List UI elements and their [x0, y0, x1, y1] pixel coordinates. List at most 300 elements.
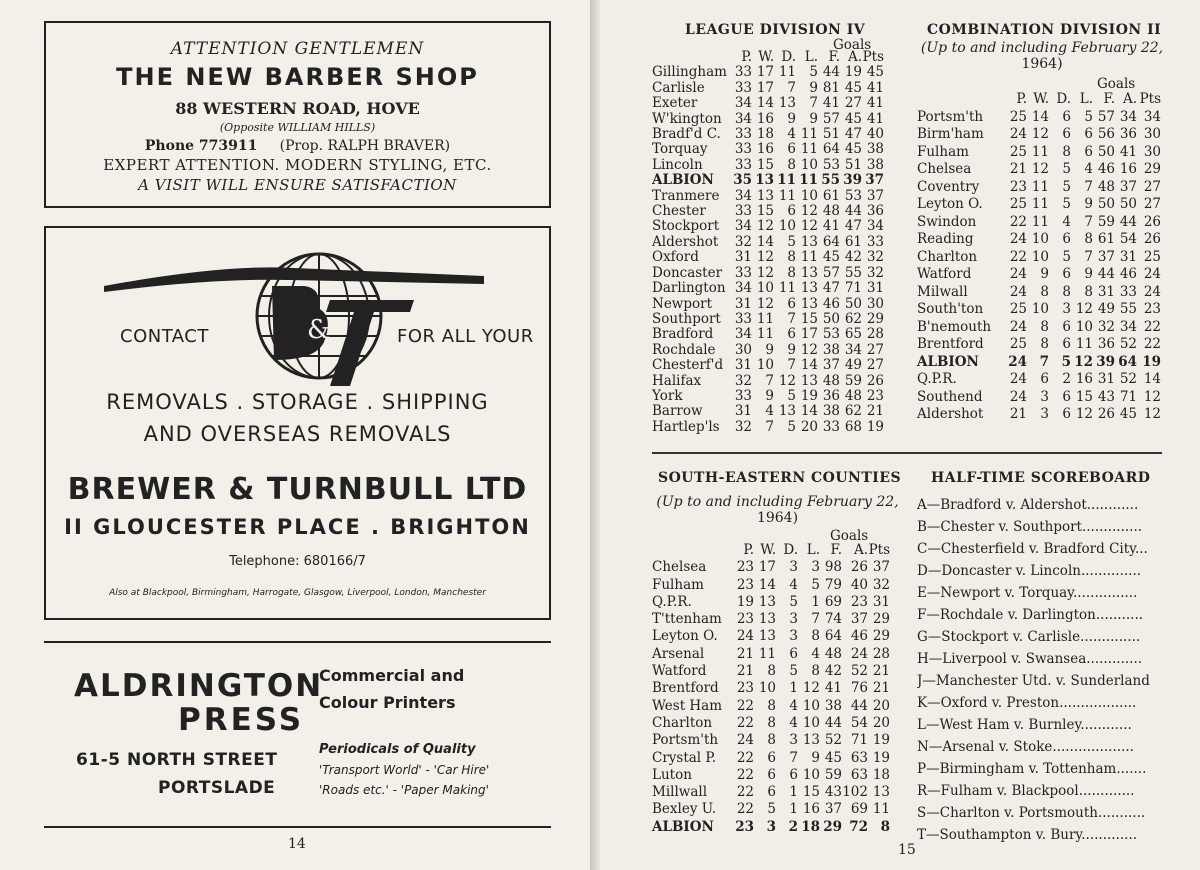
team-name-cell: T'ttenham [652, 611, 722, 628]
stat-cell: 5 [1062, 248, 1071, 265]
stat-cell: 6 [1062, 336, 1071, 352]
brewer-turnbull-ad [44, 226, 551, 620]
stat-cell: 11 [778, 280, 796, 297]
stat-cell: 24 [1009, 371, 1027, 387]
table-row [917, 144, 1161, 162]
stat-cell: 41 [866, 110, 884, 127]
stat-cell: 39 [843, 172, 862, 189]
stat-cell: 31 [872, 593, 890, 610]
team-name-cell: Millwall [652, 784, 708, 801]
stat-cell: 12 [778, 372, 796, 389]
south-eastern-subtitle-line: (Up to and including February 22, [656, 494, 899, 510]
stat-cell: 6 [767, 766, 776, 783]
stat-cell: 6 [789, 645, 798, 662]
stat-cell: 21 [866, 403, 884, 420]
stat-cell: 29 [872, 628, 890, 645]
stat-cell: 36 [1119, 126, 1137, 142]
table-row [917, 319, 1161, 337]
stat-cell: 11 [799, 172, 818, 189]
team-name-cell: Newport [652, 295, 713, 312]
column-header: W. [758, 49, 774, 65]
stat-cell: 29 [1143, 161, 1161, 177]
stat-cell: 9 [787, 110, 796, 127]
stat-cell: 28 [866, 326, 884, 343]
stat-cell: 98 [824, 559, 842, 576]
stat-cell: 24 [1143, 283, 1161, 300]
stat-cell: 8 [787, 249, 796, 266]
stat-cell: 21 [736, 645, 754, 662]
stat-cell: 34 [734, 95, 752, 112]
table-row [652, 327, 884, 342]
stat-cell: 8 [811, 628, 820, 645]
stat-cell: 19 [736, 593, 754, 610]
page-number-right: 15 [898, 842, 916, 858]
stat-cell: 6 [787, 326, 796, 343]
stat-cell: 47 [844, 218, 862, 235]
stat-cell: 45 [822, 249, 840, 266]
league4-title: LEAGUE DIVISION IV [685, 22, 866, 38]
table-row [652, 81, 884, 96]
stat-cell: 24 [1143, 266, 1161, 282]
team-name-cell: Stockport [652, 218, 720, 235]
stat-cell: 33 [734, 387, 752, 404]
stat-cell: 10 [802, 697, 820, 714]
stat-cell: 8 [1084, 231, 1093, 247]
stat-cell: 7 [1084, 213, 1093, 230]
team-name-cell: Portsm'th [652, 732, 719, 749]
stat-cell: 17 [756, 79, 774, 96]
stat-cell: 6 [1062, 388, 1071, 405]
south-eastern-title: SOUTH-EASTERN COUNTIES [658, 470, 902, 486]
stat-cell: 61 [822, 187, 840, 204]
halftime-item: K—Oxford v. Preston.................. [917, 695, 1137, 711]
halftime-item: J—Manchester Utd. v. Sunderland [917, 673, 1150, 689]
stat-cell: 8 [880, 818, 890, 835]
stat-cell: 51 [822, 126, 840, 143]
stat-cell: 50 [844, 295, 862, 312]
stat-cell: 10 [1031, 301, 1049, 317]
table-row [917, 371, 1161, 389]
stat-cell: 14 [1031, 108, 1049, 125]
stat-cell: 9 [1084, 266, 1093, 282]
stat-cell: 45 [844, 141, 862, 158]
stat-cell: 6 [787, 141, 796, 158]
stat-cell: 5 [789, 663, 798, 680]
stat-cell: 59 [844, 372, 862, 389]
stat-cell: 9 [811, 749, 820, 766]
stat-cell: 3 [789, 611, 798, 628]
stat-cell: 61 [1097, 231, 1115, 247]
league4-goals-label: Goals [833, 37, 872, 53]
team-name-cell: Barrow [652, 403, 703, 420]
stat-cell: 24 [850, 645, 868, 662]
stat-cell: 32 [734, 233, 752, 250]
stat-cell: 12 [756, 249, 774, 266]
stat-cell: 14 [756, 233, 774, 250]
stat-cell: 15 [1075, 388, 1093, 405]
stat-cell: 18 [756, 126, 774, 143]
team-name-cell: Swindon [917, 213, 977, 230]
stat-cell: 14 [800, 357, 818, 374]
team-name-cell: B'nemouth [917, 318, 992, 335]
stat-cell: 11 [800, 141, 818, 158]
halftime-item: H—Liverpool v. Swansea............. [917, 651, 1143, 667]
stat-cell: 33 [866, 233, 884, 250]
stat-cell: 19 [872, 732, 890, 749]
stat-cell: 8 [1040, 318, 1049, 335]
stat-cell: 53 [844, 187, 862, 204]
stat-cell: 48 [1097, 178, 1115, 195]
stat-cell: 55 [844, 264, 862, 281]
stat-cell: 5 [1061, 353, 1071, 370]
team-name-cell: Exeter [652, 95, 698, 112]
bt-logo-ampersand: & [307, 315, 331, 345]
stat-cell: 48 [822, 203, 840, 220]
barber-shop-ad [44, 21, 551, 208]
stat-cell: 63 [850, 749, 868, 766]
stat-cell: 24 [736, 732, 754, 749]
stat-cell: 9 [1040, 266, 1049, 282]
stat-cell: 16 [1075, 371, 1093, 387]
stat-cell: 11 [1031, 196, 1049, 212]
stat-cell: 37 [1119, 178, 1137, 195]
team-name-cell: Watford [652, 663, 707, 680]
stat-cell: 38 [866, 156, 884, 173]
combination-title: COMBINATION DIVISION II [927, 22, 1162, 38]
stat-cell: 13 [755, 172, 774, 189]
stat-cell: 22 [1143, 318, 1161, 335]
stat-cell: 27 [866, 341, 884, 358]
stat-cell: 46 [850, 628, 868, 645]
table-row [652, 715, 890, 732]
stat-cell: 44 [844, 203, 862, 220]
table-row [917, 109, 1161, 127]
stat-cell: 64 [822, 141, 840, 158]
stat-cell: 30 [734, 341, 752, 358]
stat-cell: 37 [1097, 248, 1115, 265]
table-header-row [652, 542, 890, 559]
table-row [652, 819, 890, 836]
table-row [652, 628, 890, 645]
barber-ad-shop-name: THE NEW BARBER SHOP [116, 63, 479, 91]
stat-cell: 35 [733, 172, 752, 189]
table-row [652, 219, 884, 234]
stat-cell: 40 [850, 576, 868, 593]
table-row [652, 250, 884, 265]
stat-cell: 24 [1009, 231, 1027, 247]
team-name-cell: Aldershot [652, 233, 719, 250]
stat-cell: 22 [1009, 213, 1027, 230]
stat-cell: 44 [824, 714, 842, 731]
stat-cell: 33 [734, 264, 752, 281]
stat-cell: 41 [866, 95, 884, 112]
team-name-cell: Halifax [652, 372, 702, 389]
team-name-cell: Chelsea [917, 161, 972, 177]
stat-cell: 11 [800, 126, 818, 143]
table-row [917, 266, 1161, 284]
stat-cell: 55 [821, 172, 840, 189]
stat-cell: 24 [1009, 126, 1027, 142]
team-name-cell: Doncaster [652, 264, 723, 281]
stat-cell: 8 [767, 714, 776, 731]
stat-cell: 26 [866, 372, 884, 389]
team-name-cell: Rochdale [652, 341, 716, 358]
stat-cell: 22 [736, 801, 754, 818]
stat-cell: 13 [802, 732, 820, 749]
stat-cell: 21 [736, 663, 754, 680]
stat-cell: 7 [1084, 178, 1093, 195]
stat-cell: 16 [756, 141, 774, 158]
stat-cell: 34 [734, 187, 752, 204]
table-row [652, 266, 884, 281]
stat-cell: 5 [1084, 108, 1093, 125]
table-row [917, 354, 1161, 372]
halftime-item: L—West Ham v. Burnley............ [917, 717, 1132, 733]
stat-cell: 62 [844, 403, 862, 420]
table-row [652, 158, 884, 173]
stat-cell: 11 [756, 326, 774, 343]
stat-cell: 6 [1062, 108, 1071, 125]
stat-cell: 1 [789, 680, 798, 697]
stat-cell: 3 [789, 628, 798, 645]
stat-cell: 45 [844, 110, 862, 127]
stat-cell: 54 [850, 714, 868, 731]
stat-cell: 45 [844, 79, 862, 96]
stat-cell: 8 [767, 697, 776, 714]
stat-cell: 4 [1084, 161, 1093, 177]
halftime-item: C—Chesterfield v. Bradford City... [917, 541, 1148, 557]
table-row [652, 112, 884, 127]
stat-cell: 4 [789, 714, 798, 731]
stat-cell: 49 [844, 357, 862, 374]
stat-cell: 8 [787, 156, 796, 173]
stat-cell: 47 [822, 280, 840, 297]
column-header: A. [853, 542, 868, 558]
stat-cell: 10 [778, 218, 796, 235]
stat-cell: 37 [872, 559, 890, 576]
table-row [652, 784, 890, 801]
press-titles2: 'Roads etc.' - 'Paper Making' [319, 783, 489, 797]
halftime-item: D—Doncaster v. Lincoln.............. [917, 563, 1142, 579]
stat-cell: 30 [1143, 126, 1161, 142]
stat-cell: 43 [824, 784, 842, 801]
table-row [652, 732, 890, 749]
stat-cell: 10 [758, 680, 776, 697]
stat-cell: 22 [736, 697, 754, 714]
printer-ad-top-rule [44, 641, 551, 643]
stat-cell: 9 [809, 110, 818, 127]
press-name-line1: ALDRINGTON [74, 668, 324, 704]
stat-cell: 30 [1143, 143, 1161, 160]
press-tagline2: Colour Printers [319, 693, 456, 712]
team-name-cell: Luton [652, 766, 692, 783]
team-name-cell: ALBION [917, 353, 979, 370]
halftime-item: A—Bradford v. Aldershot............ [917, 497, 1139, 513]
combination-subtitle [917, 40, 1167, 72]
stat-cell: 43 [1097, 388, 1115, 405]
south-eastern-goals-label: Goals [830, 528, 869, 544]
stat-cell: 12 [800, 203, 818, 220]
stat-cell: 33 [822, 418, 840, 435]
combination-goals-label: Goals [1097, 76, 1136, 92]
stat-cell: 25 [1009, 143, 1027, 160]
bt-services-line1: REMOVALS . STORAGE . SHIPPING [106, 390, 489, 414]
stat-cell: 23 [735, 818, 754, 835]
gutter [590, 0, 600, 870]
halftime-list [917, 494, 1167, 846]
stat-cell: 8 [1062, 283, 1071, 300]
stat-cell: 52 [850, 663, 868, 680]
stat-cell: 13 [778, 403, 796, 420]
column-header: L. [804, 49, 818, 65]
stat-cell: 34 [734, 280, 752, 297]
stat-cell: 46 [822, 295, 840, 312]
table-row [652, 235, 884, 250]
stat-cell: 27 [844, 95, 862, 112]
stat-cell: 36 [866, 203, 884, 220]
stat-cell: 34 [1143, 108, 1161, 125]
stat-cell: 27 [1143, 178, 1161, 195]
stat-cell: 10 [1031, 231, 1049, 247]
barber-ad-tagline: A VISIT WILL ENSURE SATISFACTION [138, 176, 457, 194]
stat-cell: 71 [844, 280, 862, 297]
team-name-cell: ALBION [652, 818, 714, 835]
stat-cell: 11 [758, 645, 776, 662]
team-name-cell: Leyton O. [917, 196, 983, 212]
printer-ad-bottom-rule [44, 826, 551, 828]
stat-cell: 45 [824, 749, 842, 766]
stat-cell: 6 [767, 749, 776, 766]
stat-cell: 9 [809, 79, 818, 96]
stat-cell: 47 [844, 126, 862, 143]
table-row [917, 284, 1161, 302]
stat-cell: 13 [756, 187, 774, 204]
stat-cell: 5 [1062, 196, 1071, 212]
stat-cell: 4 [789, 576, 798, 593]
table-row [917, 406, 1161, 424]
stat-cell: 10 [802, 766, 820, 783]
stat-cell: 12 [756, 218, 774, 235]
stat-cell: 11 [1031, 213, 1049, 230]
table-row [652, 204, 884, 219]
stat-cell: 11 [777, 172, 796, 189]
stat-cell: 19 [1142, 353, 1161, 370]
team-name-cell: Gillingham [652, 64, 727, 81]
stat-cell: 26 [1097, 406, 1115, 422]
team-name-cell: W'kington [652, 110, 722, 127]
team-name-cell: Tranmere [652, 187, 720, 204]
stat-cell: 55 [1119, 301, 1137, 317]
stat-cell: 31 [734, 295, 752, 312]
team-name-cell: Reading [917, 231, 974, 247]
stat-cell: 64 [1118, 353, 1137, 370]
team-name-cell: Fulham [917, 143, 969, 160]
press-town: PORTSLADE [158, 778, 276, 798]
stat-cell: 5 [809, 64, 818, 81]
page-number-left: 14 [288, 836, 306, 852]
stat-cell: 74 [824, 611, 842, 628]
stat-cell: 34 [734, 326, 752, 343]
stat-cell: 41 [822, 95, 840, 112]
stat-cell: 38 [822, 341, 840, 358]
stat-cell: 32 [866, 264, 884, 281]
stat-cell: 51 [844, 156, 862, 173]
stat-cell: 11 [872, 801, 890, 818]
stat-cell: 15 [800, 310, 818, 327]
team-name-cell: Oxford [652, 249, 699, 266]
stat-cell: 57 [822, 110, 840, 127]
stat-cell: 23 [850, 593, 868, 610]
stat-cell: 13 [800, 280, 818, 297]
table-row [652, 420, 884, 435]
team-name-cell: West Ham [652, 697, 723, 714]
table-row [917, 336, 1161, 354]
stat-cell: 38 [824, 697, 842, 714]
stat-cell: 5 [1062, 161, 1071, 177]
stat-cell: 31 [1097, 371, 1115, 387]
column-header: Pts [868, 542, 890, 558]
team-name-cell: ALBION [652, 172, 714, 189]
table-row [652, 698, 890, 715]
stat-cell: 79 [824, 576, 842, 593]
stat-cell: 8 [1084, 283, 1093, 300]
stat-cell: 50 [1097, 143, 1115, 160]
stat-cell: 12 [756, 295, 774, 312]
stat-cell: 52 [824, 732, 842, 749]
stat-cell: 24 [1008, 353, 1027, 370]
stat-cell: 37 [865, 172, 884, 189]
bt-company-name: BREWER & TURNBULL LTD [67, 472, 528, 507]
table-row [652, 750, 890, 767]
stat-cell: 17 [800, 326, 818, 343]
stat-cell: 6 [1062, 406, 1071, 422]
table-row [652, 389, 884, 404]
column-header: P. [1016, 91, 1027, 107]
stat-cell: 48 [822, 372, 840, 389]
stat-cell: 11 [778, 187, 796, 204]
stat-cell: 10 [1075, 318, 1093, 335]
stat-cell: 22 [736, 784, 754, 801]
stat-cell: 3 [789, 559, 798, 576]
section-divider [652, 452, 1162, 454]
stat-cell: 10 [756, 357, 774, 374]
south-eastern-subtitle [650, 494, 905, 526]
stat-cell: 21 [1009, 406, 1027, 422]
stat-cell: 64 [822, 233, 840, 250]
stat-cell: 9 [765, 341, 774, 358]
stat-cell: 32 [872, 576, 890, 593]
stat-cell: 7 [1039, 353, 1049, 370]
team-name-cell: Birm'ham [917, 126, 984, 142]
halftime-item: P—Birmingham v. Tottenham....... [917, 761, 1147, 777]
stat-cell: 9 [1084, 196, 1093, 212]
table-row [652, 281, 884, 296]
stat-cell: 33 [734, 64, 752, 81]
barber-ad-address: 88 WESTERN ROAD, HOVE [175, 99, 420, 118]
stat-cell: 6 [789, 766, 798, 783]
column-header: D. [1056, 91, 1071, 107]
stat-cell: 49 [1097, 301, 1115, 317]
stat-cell: 29 [866, 310, 884, 327]
stat-cell: 27 [1143, 196, 1161, 212]
press-street: 61-5 NORTH STREET [76, 750, 278, 770]
stat-cell: 26 [1143, 231, 1161, 247]
stat-cell: 22 [736, 714, 754, 731]
stat-cell: 26 [1143, 213, 1161, 230]
stat-cell: 15 [756, 203, 774, 220]
stat-cell: 17 [758, 559, 776, 576]
team-name-cell: Coventry [917, 178, 980, 195]
